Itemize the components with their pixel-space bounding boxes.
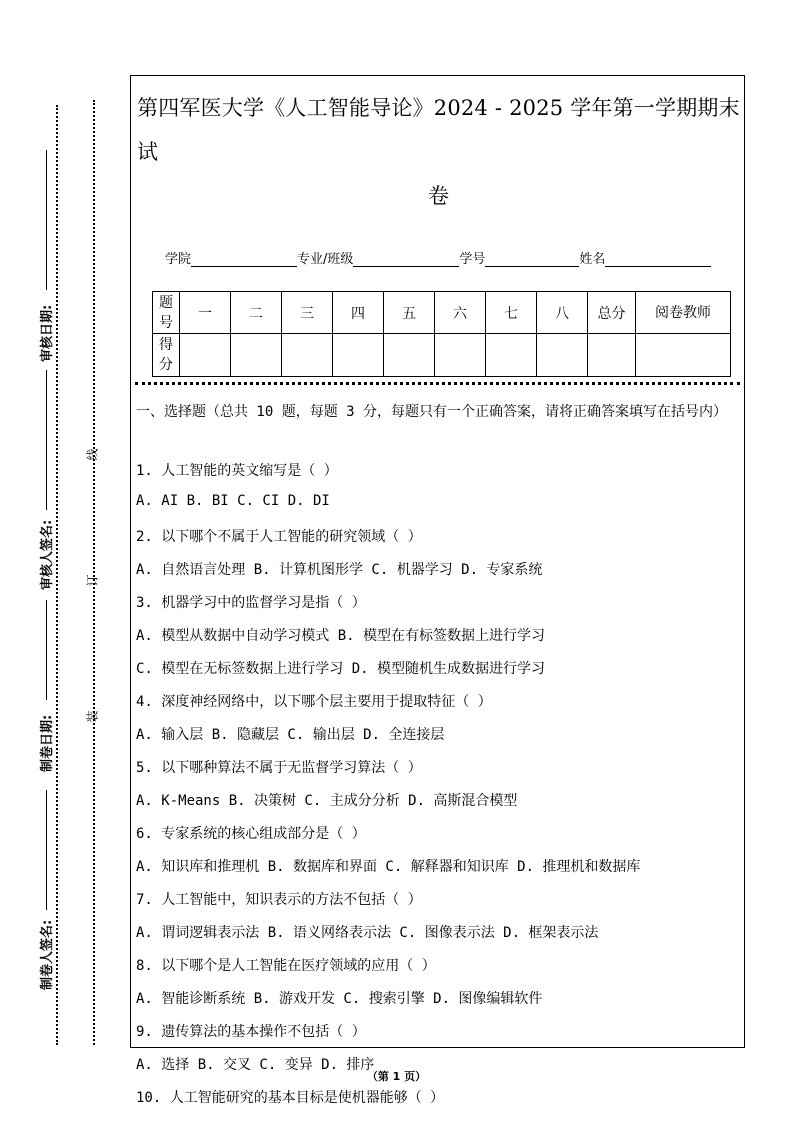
answer-line: A. K-Means B. 决策树 C. 主成分分析 D. 高斯混合模型: [136, 793, 518, 809]
question-line: 3. 机器学习中的监督学习是指（ ）: [136, 595, 366, 611]
score-table-header-row: [153, 292, 731, 334]
student-id-field[interactable]: [485, 252, 579, 267]
answer-line: A. AI B. BI C. CI D. DI: [136, 493, 330, 509]
score-cell-3[interactable]: [282, 334, 333, 377]
section-divider: [135, 382, 740, 385]
score-cell-7[interactable]: [486, 334, 537, 377]
student-info-row: [165, 248, 711, 267]
answer-line: C. 模型在无标签数据上进行学习 D. 模型随机生成数据进行学习: [136, 661, 545, 677]
answer-line: A. 选择 B. 交叉 C. 变异 D. 排序: [136, 1057, 375, 1073]
college-label: 学院: [165, 252, 192, 267]
name-label: 姓名: [579, 252, 606, 267]
binding-dotted-line-outer: [56, 105, 58, 1045]
binding-dotted-line-inner: [93, 100, 95, 1045]
answer-line: A. 智能诊断系统 B. 游戏开发 C. 搜索引擎 D. 图像编辑软件: [136, 991, 543, 1007]
line-mark: 线: [85, 448, 100, 461]
title-line-1: 第四军医大学《人工智能导论》2024 - 2025 学年第一学期期末试: [137, 96, 740, 164]
score-cell-5[interactable]: [384, 334, 435, 377]
answer-line: A. 输入层 B. 隐藏层 C. 输出层 D. 全连接层: [136, 727, 445, 743]
col-3: 三: [282, 292, 333, 334]
maker-sign-blank[interactable]: [46, 790, 47, 910]
reviewer-sign-blank[interactable]: [46, 370, 47, 510]
question-line: 5. 以下哪种算法不属于无监督学习算法（ ）: [136, 760, 422, 776]
score-cell-8[interactable]: [537, 334, 588, 377]
question-line: 4. 深度神经网络中，以下哪个层主要用于提取特征（ ）: [136, 694, 492, 710]
question-line: 6. 专家系统的核心组成部分是（ ）: [136, 826, 366, 842]
answer-line: A. 模型从数据中自动学习模式 B. 模型在有标签数据上进行学习: [136, 628, 545, 644]
grader-header: 阅卷教师: [636, 292, 731, 334]
question-line: 10. 人工智能研究的基本目标是使机器能够（ ）: [136, 1090, 445, 1106]
page-number: （第 1 页）: [366, 1070, 427, 1083]
score-table-score-row: [153, 334, 731, 377]
exam-title: [131, 86, 746, 218]
score-cell-4[interactable]: [333, 334, 384, 377]
col-8: 八: [537, 292, 588, 334]
make-date-blank[interactable]: [46, 600, 47, 700]
score-cell-total[interactable]: [588, 334, 636, 377]
col-5: 五: [384, 292, 435, 334]
question-number-header: 题号: [153, 292, 180, 334]
answer-line: A. 谓词逻辑表示法 B. 语义网络表示法 C. 图像表示法 D. 框架表示法: [136, 925, 599, 941]
score-cell-2[interactable]: [231, 334, 282, 377]
question-line: 1. 人工智能的英文缩写是（ ）: [136, 463, 338, 479]
title-line-2: 卷: [428, 184, 449, 208]
make-date-label: 制卷日期:: [40, 714, 55, 772]
major-label: 专业/班级: [297, 252, 354, 267]
question-line: 8. 以下哪个是人工智能在医疗领域的应用（ ）: [136, 958, 436, 974]
student-id-label: 学号: [459, 252, 486, 267]
score-header: 得分: [153, 334, 180, 377]
bind-mark: 订: [85, 574, 100, 587]
review-date-blank[interactable]: [46, 150, 47, 290]
maker-sign-label: 制卷人签名:: [40, 919, 55, 990]
score-cell-6[interactable]: [435, 334, 486, 377]
col-6: 六: [435, 292, 486, 334]
question-line: 7. 人工智能中，知识表示的方法不包括（ ）: [136, 892, 422, 908]
seal-mark: 装: [85, 710, 100, 723]
major-field[interactable]: [353, 252, 459, 267]
col-4: 四: [333, 292, 384, 334]
college-field[interactable]: [191, 252, 297, 267]
score-table: [152, 291, 731, 377]
question-line: 9. 遗传算法的基本操作不包括（ ）: [136, 1024, 366, 1040]
col-7: 七: [486, 292, 537, 334]
col-2: 二: [231, 292, 282, 334]
score-cell-grader[interactable]: [636, 334, 731, 377]
answer-line: A. 自然语言处理 B. 计算机图形学 C. 机器学习 D. 专家系统: [136, 562, 543, 578]
name-field[interactable]: [605, 252, 711, 267]
section-1-intro: 一、选择题（总共 10 题，每题 3 分，每题只有一个正确答案，请将正确答案填写在括号内）: [136, 404, 727, 420]
answer-line: A. 知识库和推理机 B. 数据库和界面 C. 解释器和知识库 D. 推理机和数据库: [136, 859, 641, 875]
question-line: 2. 以下哪个不属于人工智能的研究领域（ ）: [136, 529, 422, 545]
total-header: 总分: [588, 292, 636, 334]
review-date-label: 审核日期:: [40, 304, 55, 362]
score-cell-1[interactable]: [180, 334, 231, 377]
reviewer-sign-label: 审核人签名:: [40, 519, 55, 590]
col-1: 一: [180, 292, 231, 334]
